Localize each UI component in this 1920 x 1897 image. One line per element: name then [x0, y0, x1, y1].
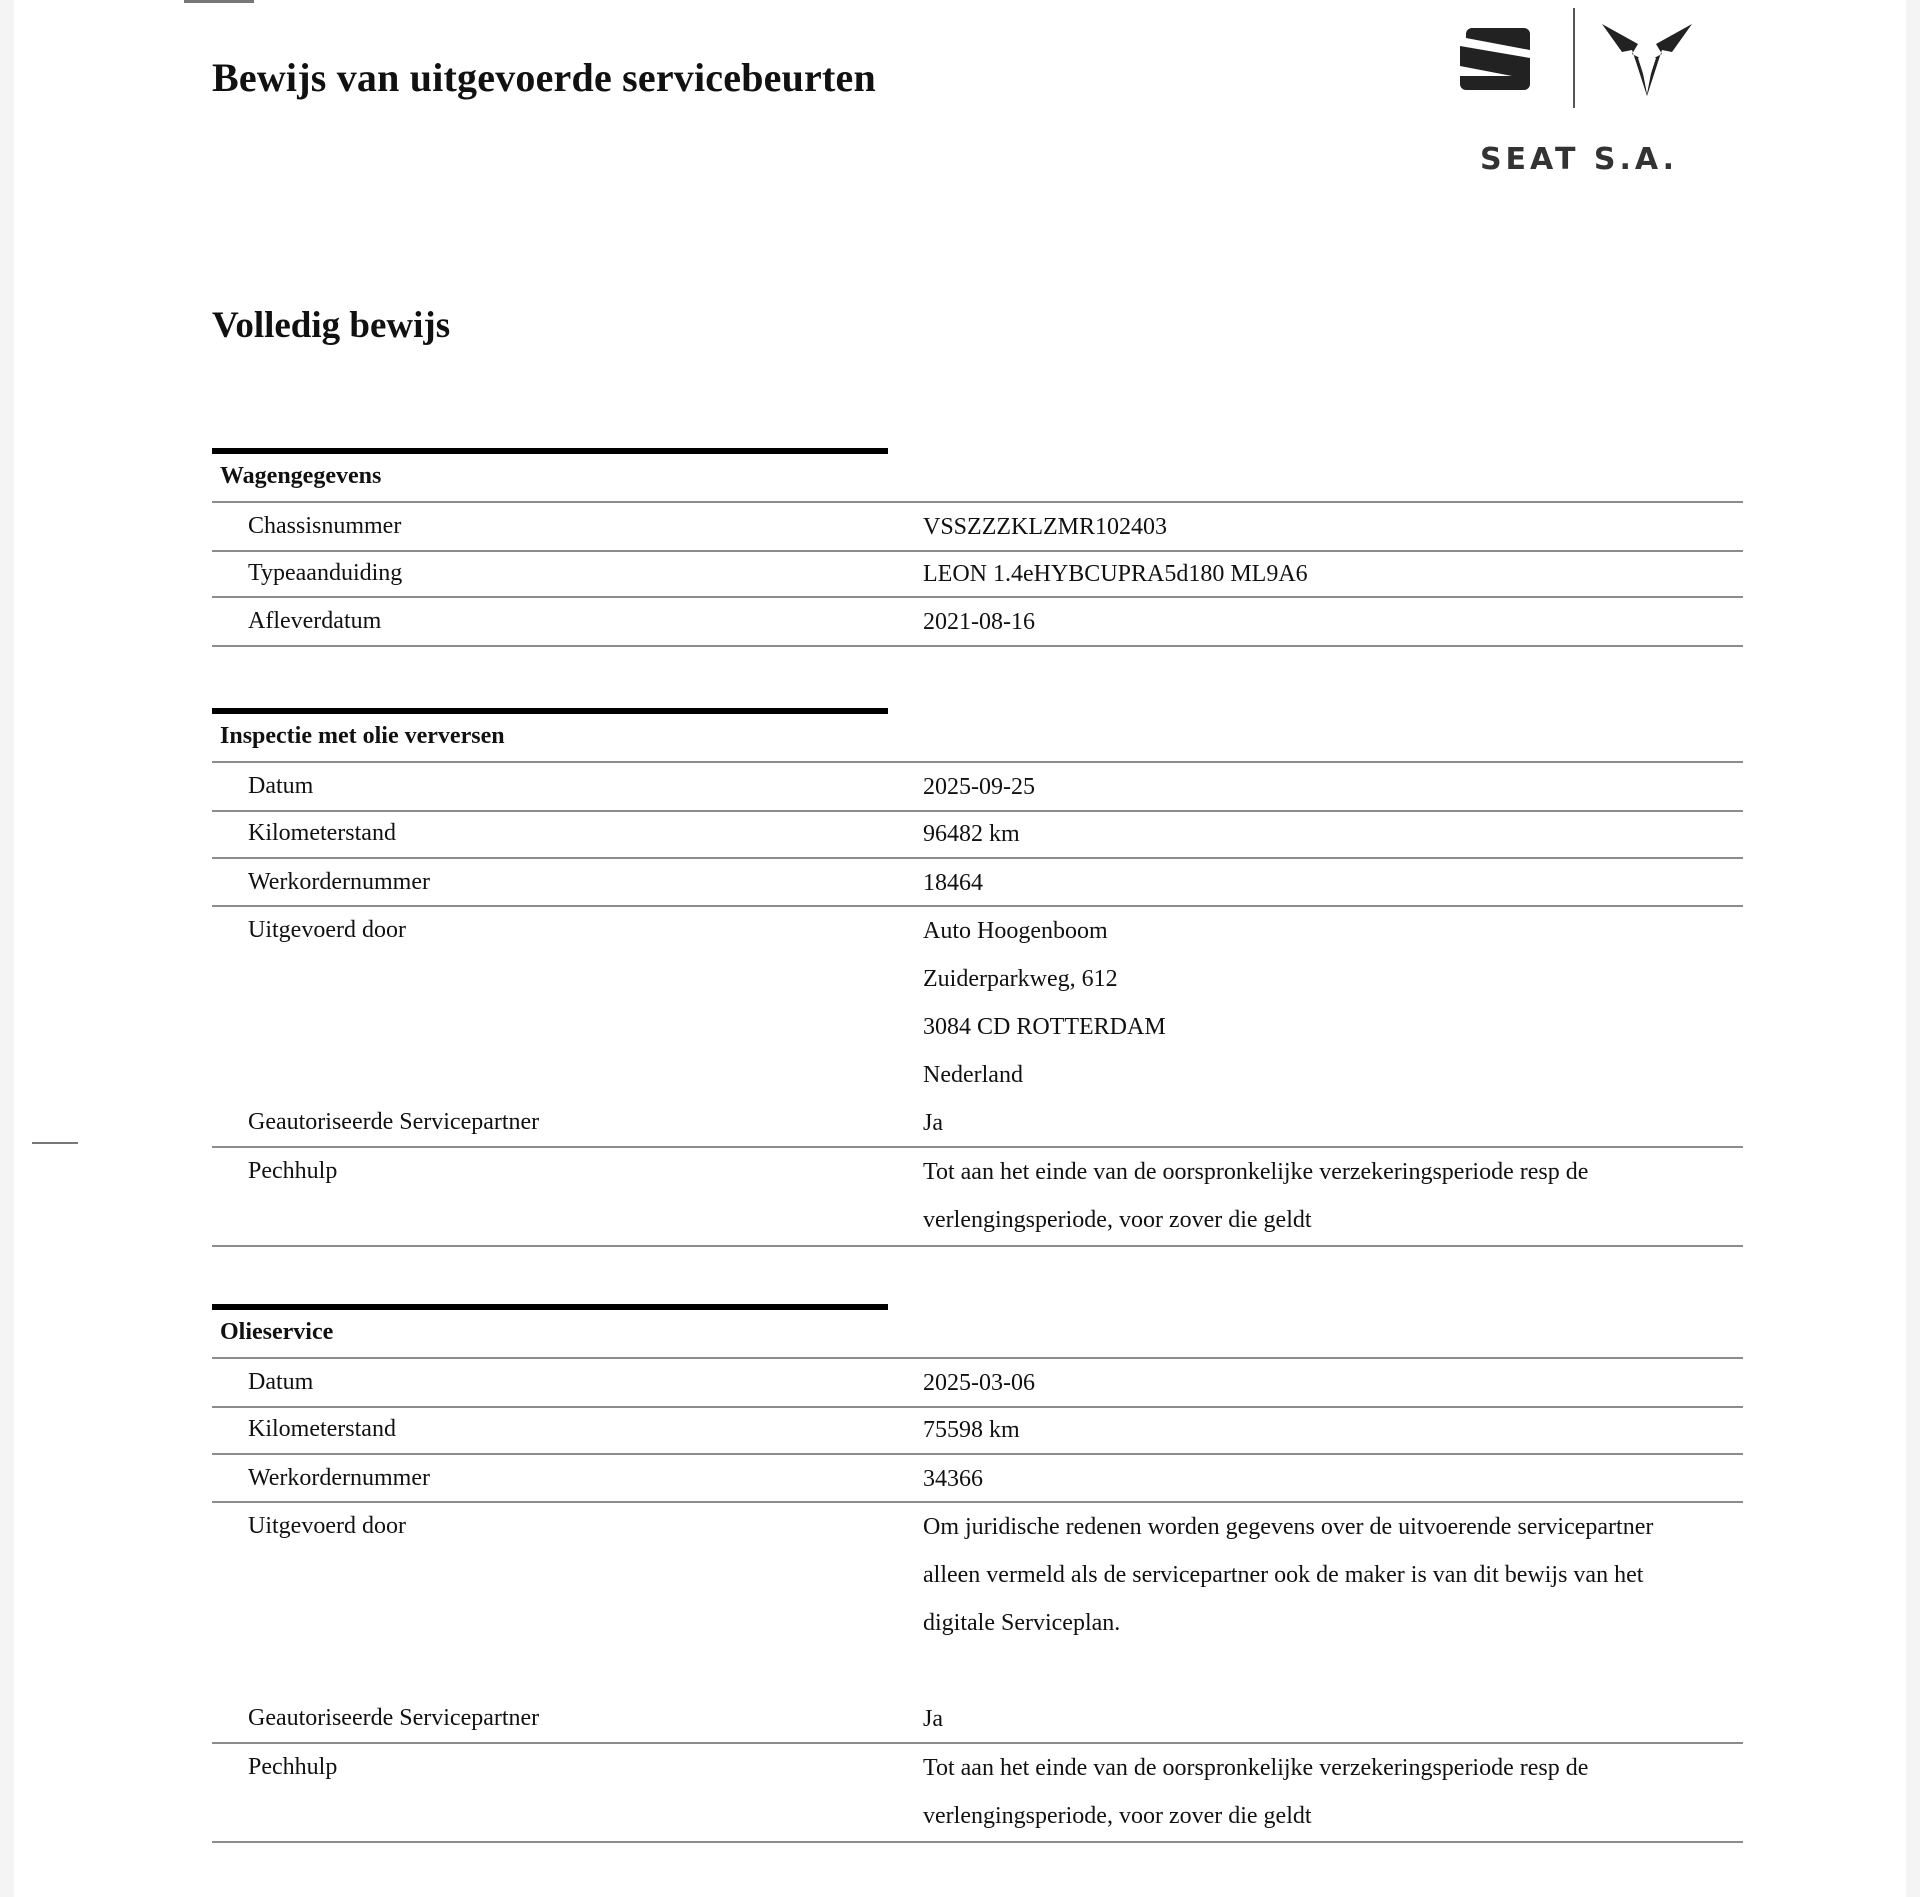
row-value [923, 810, 1020, 858]
value-line: Ja [923, 1706, 943, 1732]
value-line: VSSZZZKLZMR102403 [923, 514, 1168, 540]
value-line: 2021-08-16 [923, 609, 1035, 635]
table-row-werkordernummer [212, 1455, 1743, 1503]
section-title: Wagengegevens [220, 463, 382, 489]
section-title: Olieservice [220, 1319, 334, 1345]
table-row-uitgevoerd-door [212, 1503, 1743, 1742]
row-label: Datum [248, 1369, 314, 1395]
value-line: 2025-03-06 [923, 1370, 1035, 1396]
table-row-pechhulp [212, 1146, 1743, 1247]
value-line: Ja [923, 1110, 943, 1136]
row-value [923, 1359, 1035, 1407]
value-line: Auto Hoogenboom [923, 918, 1108, 944]
value-line: 34366 [923, 1466, 983, 1492]
row-label: Typeaanduiding [248, 560, 403, 586]
table-row-afleverdatum [212, 598, 1743, 647]
row-label: Kilometerstand [248, 1416, 396, 1442]
section-title: Inspectie met olie verversen [220, 723, 505, 749]
row-label: Pechhulp [248, 1754, 338, 1780]
margin-mark [32, 1142, 78, 1144]
value-line: Nederland [923, 1062, 1023, 1088]
table-row-kilometerstand [212, 810, 1743, 859]
value-line: Tot aan het einde van de oorspronkelijke verzekeringsperiode resp de [923, 1755, 1589, 1781]
value-line [923, 1647, 1653, 1695]
table-row-typeaanduiding [212, 550, 1743, 598]
row-label: Geautoriseerde Servicepartner [248, 1705, 540, 1731]
value-line: 3084 CD ROTTERDAM [923, 1014, 1166, 1040]
row-label: Kilometerstand [248, 820, 396, 846]
row-label: Datum [248, 773, 314, 799]
value-line: 96482 km [923, 821, 1020, 847]
value-line: 18464 [923, 870, 983, 896]
value-line: Zuiderparkweg, 612 [923, 966, 1118, 992]
value-line: verlengingsperiode, voor zover die geldt [923, 1803, 1312, 1829]
seat-cupra-logo [1434, 6, 1724, 186]
value-line: 2025-09-25 [923, 774, 1035, 800]
row-label: Chassisnummer [248, 513, 402, 539]
value-line: Tot aan het einde van de oorspronkelijke verzekeringsperiode resp de [923, 1159, 1589, 1185]
cupra-logo-icon [1602, 24, 1692, 96]
document-title: Bewijs van uitgevoerde servicebeurten [212, 55, 876, 100]
logo-divider [1573, 8, 1575, 108]
section-bar [212, 708, 888, 714]
value-line: digitale Serviceplan. [923, 1610, 1121, 1636]
table-row-kilometerstand [212, 1406, 1743, 1455]
row-value [923, 907, 1166, 1147]
seat-s-logo-icon [1460, 28, 1530, 90]
table-row-datum [212, 761, 1743, 812]
row-label: Geautoriseerde Servicepartner [248, 1109, 540, 1135]
value-line: 75598 km [923, 1417, 1020, 1443]
table-row-datum [212, 1357, 1743, 1408]
row-label: Afleverdatum [248, 608, 382, 634]
row-value [923, 1744, 1588, 1840]
row-label: Werkordernummer [248, 1465, 430, 1491]
value-line: verlengingsperiode, voor zover die geldt [923, 1207, 1312, 1233]
section-bar [212, 448, 888, 454]
row-value [923, 503, 1167, 551]
row-value [923, 1455, 983, 1503]
row-value [923, 1148, 1588, 1244]
table-row-uitgevoerd-door [212, 907, 1743, 1146]
section-bar [212, 1304, 888, 1310]
company-name: SEAT S.A. [1479, 142, 1679, 177]
row-value [923, 763, 1035, 811]
row-value [923, 1406, 1020, 1454]
row-label: Uitgevoerd door [248, 917, 406, 943]
row-label: Pechhulp [248, 1158, 338, 1184]
table-row-pechhulp [212, 1742, 1743, 1843]
top-tab-marker [184, 0, 254, 3]
row-value [923, 550, 1308, 598]
value-line: LEON 1.4eHYBCUPRA5d180 ML9A6 [923, 561, 1308, 587]
row-value [923, 1503, 1653, 1743]
row-label: Werkordernummer [248, 869, 430, 895]
row-value [923, 598, 1035, 646]
row-label: Uitgevoerd door [248, 1513, 406, 1539]
value-line: Om juridische redenen worden gegevens over de uitvoerende servicepartner [923, 1514, 1654, 1540]
page-heading: Volledig bewijs [212, 305, 451, 346]
document-page [14, 0, 1906, 1897]
table-row-chassisnummer [212, 501, 1743, 552]
row-value [923, 859, 983, 907]
value-line: alleen vermeld als de servicepartner ook de maker is van dit bewijs van het [923, 1562, 1644, 1588]
table-row-werkordernummer [212, 859, 1743, 907]
